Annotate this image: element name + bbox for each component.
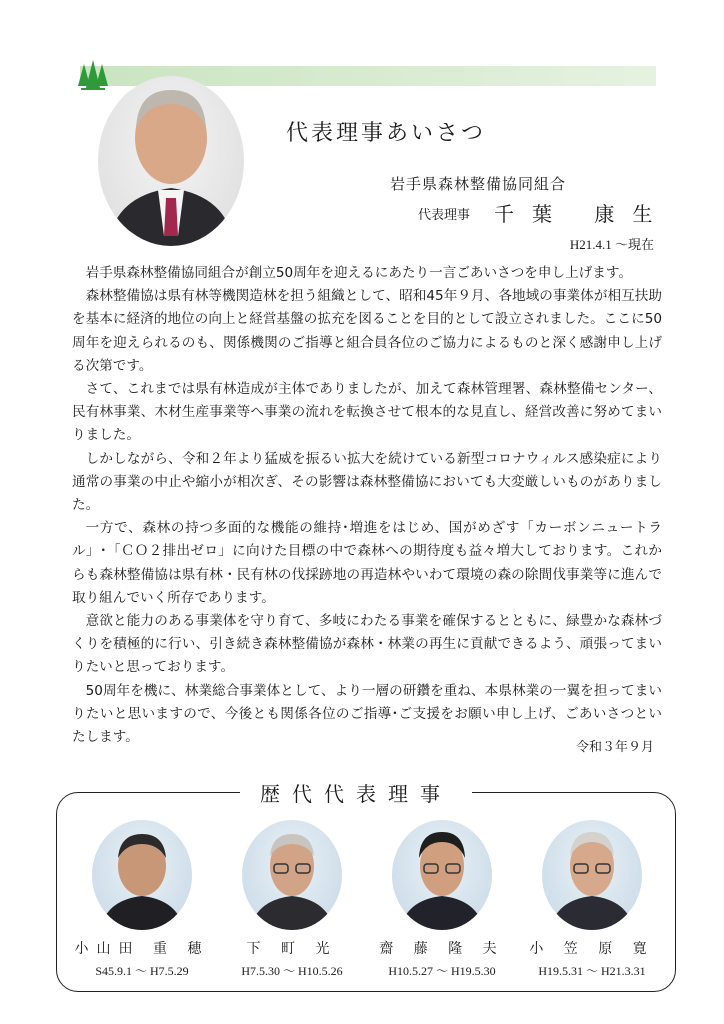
president-tenure: H21.4.1 ～現在: [569, 237, 654, 252]
tree-logo-icon: [78, 60, 108, 92]
past-president-term: H19.5.31 ～ H21.3.31: [538, 964, 646, 978]
past-president-2: [218, 820, 366, 979]
greeting-date: 令和３年９月: [575, 740, 654, 755]
past-president-term: S45.9.1 ～ H7.5.29: [95, 964, 189, 978]
paragraph: 一方で、森林の持つ多面的な機能の維持･増進をはじめ、国がめざす「カーボンニュートラル」･「ＣＯ２排出ゼロ」に向けた目標の中で森林への期待度も益々増大しております。これからも森林整備協は県有林・民有林の伐採跡地の再造林やいわて環境の森の除間伐事業等に進んで取り組んでいく所存であります。: [72, 520, 662, 606]
paragraph: さて、これまでは県有林造成が主体でありましたが、加えて森林管理署、森林整備センター、民有林事業、木材生産事業等へ事業の流れを転換させて根本的な見直し、経営改善に努めてまいりました。: [72, 381, 662, 444]
role-label: 代表理事: [418, 208, 471, 223]
paragraph: 岩手県森林整備協同組合が創立50周年を迎えるにあたり一言ごあいさつを申し上げます。: [85, 265, 632, 281]
past-president-photo: [392, 820, 492, 930]
history-title: 歴代代表理事: [240, 778, 472, 807]
past-president-3: [368, 820, 516, 979]
past-president-name: 小 笠 原 寛: [529, 941, 655, 957]
past-president-photo: [92, 820, 192, 930]
organization-name: 岩手県森林整備協同組合: [390, 175, 567, 193]
past-president-name: 小山田 重 穂: [74, 941, 210, 957]
paragraph: 森林整備協は県有林等機関造林を担う組織として、昭和45年９月、各地域の事業体が相互扶助を基本に経済的地位の向上と経営基盤の拡充を図ることを目的として設立されました。ここに50周年を迎えられるのも、関係機関のご指導と組合員各位のご協力によるものと深く感謝申し上げる次第です。: [72, 288, 662, 374]
president-name: 千葉 康生: [494, 202, 671, 226]
past-president-1: [68, 820, 216, 979]
president-photo: [98, 76, 244, 246]
past-president-photo: [542, 820, 642, 930]
paragraph: しかしながら、令和２年より猛威を振るい拡大を続けている新型コロナウィルス感染症により通常の事業の中止や縮小が相次ぎ、その影響は森林整備協においても大変厳しいものがありました。: [72, 450, 662, 514]
paragraph: 50周年を機に、林業総合事業体として、より一層の研鑽を重ね、本県林業の一翼を担ってまいりたいと思いますので、今後とも関係各位のご指導･ご支援をお願い申し上げ、ごあいさつといたします。: [72, 682, 662, 746]
past-president-photo: [242, 820, 342, 930]
greeting-text: [72, 262, 662, 749]
page-title: 代表理事あいさつ: [286, 121, 487, 146]
past-president-4: [518, 820, 666, 979]
past-president-term: H7.5.30 ～ H10.5.26: [241, 964, 343, 978]
past-president-name: 下 町 光: [246, 941, 338, 957]
past-president-term: H10.5.27 ～ H19.5.30: [388, 964, 496, 978]
past-president-name: 齋 藤 隆 夫: [379, 941, 505, 957]
paragraph: 意欲と能力のある事業体を守り育て、多岐にわたる事業を確保するとともに、緑豊かな森林づくりを積極的に行い、引き続き森林整備協が森林・林業の再生に貢献できるよう、頑張ってまいりたいと思っております。: [72, 613, 662, 676]
